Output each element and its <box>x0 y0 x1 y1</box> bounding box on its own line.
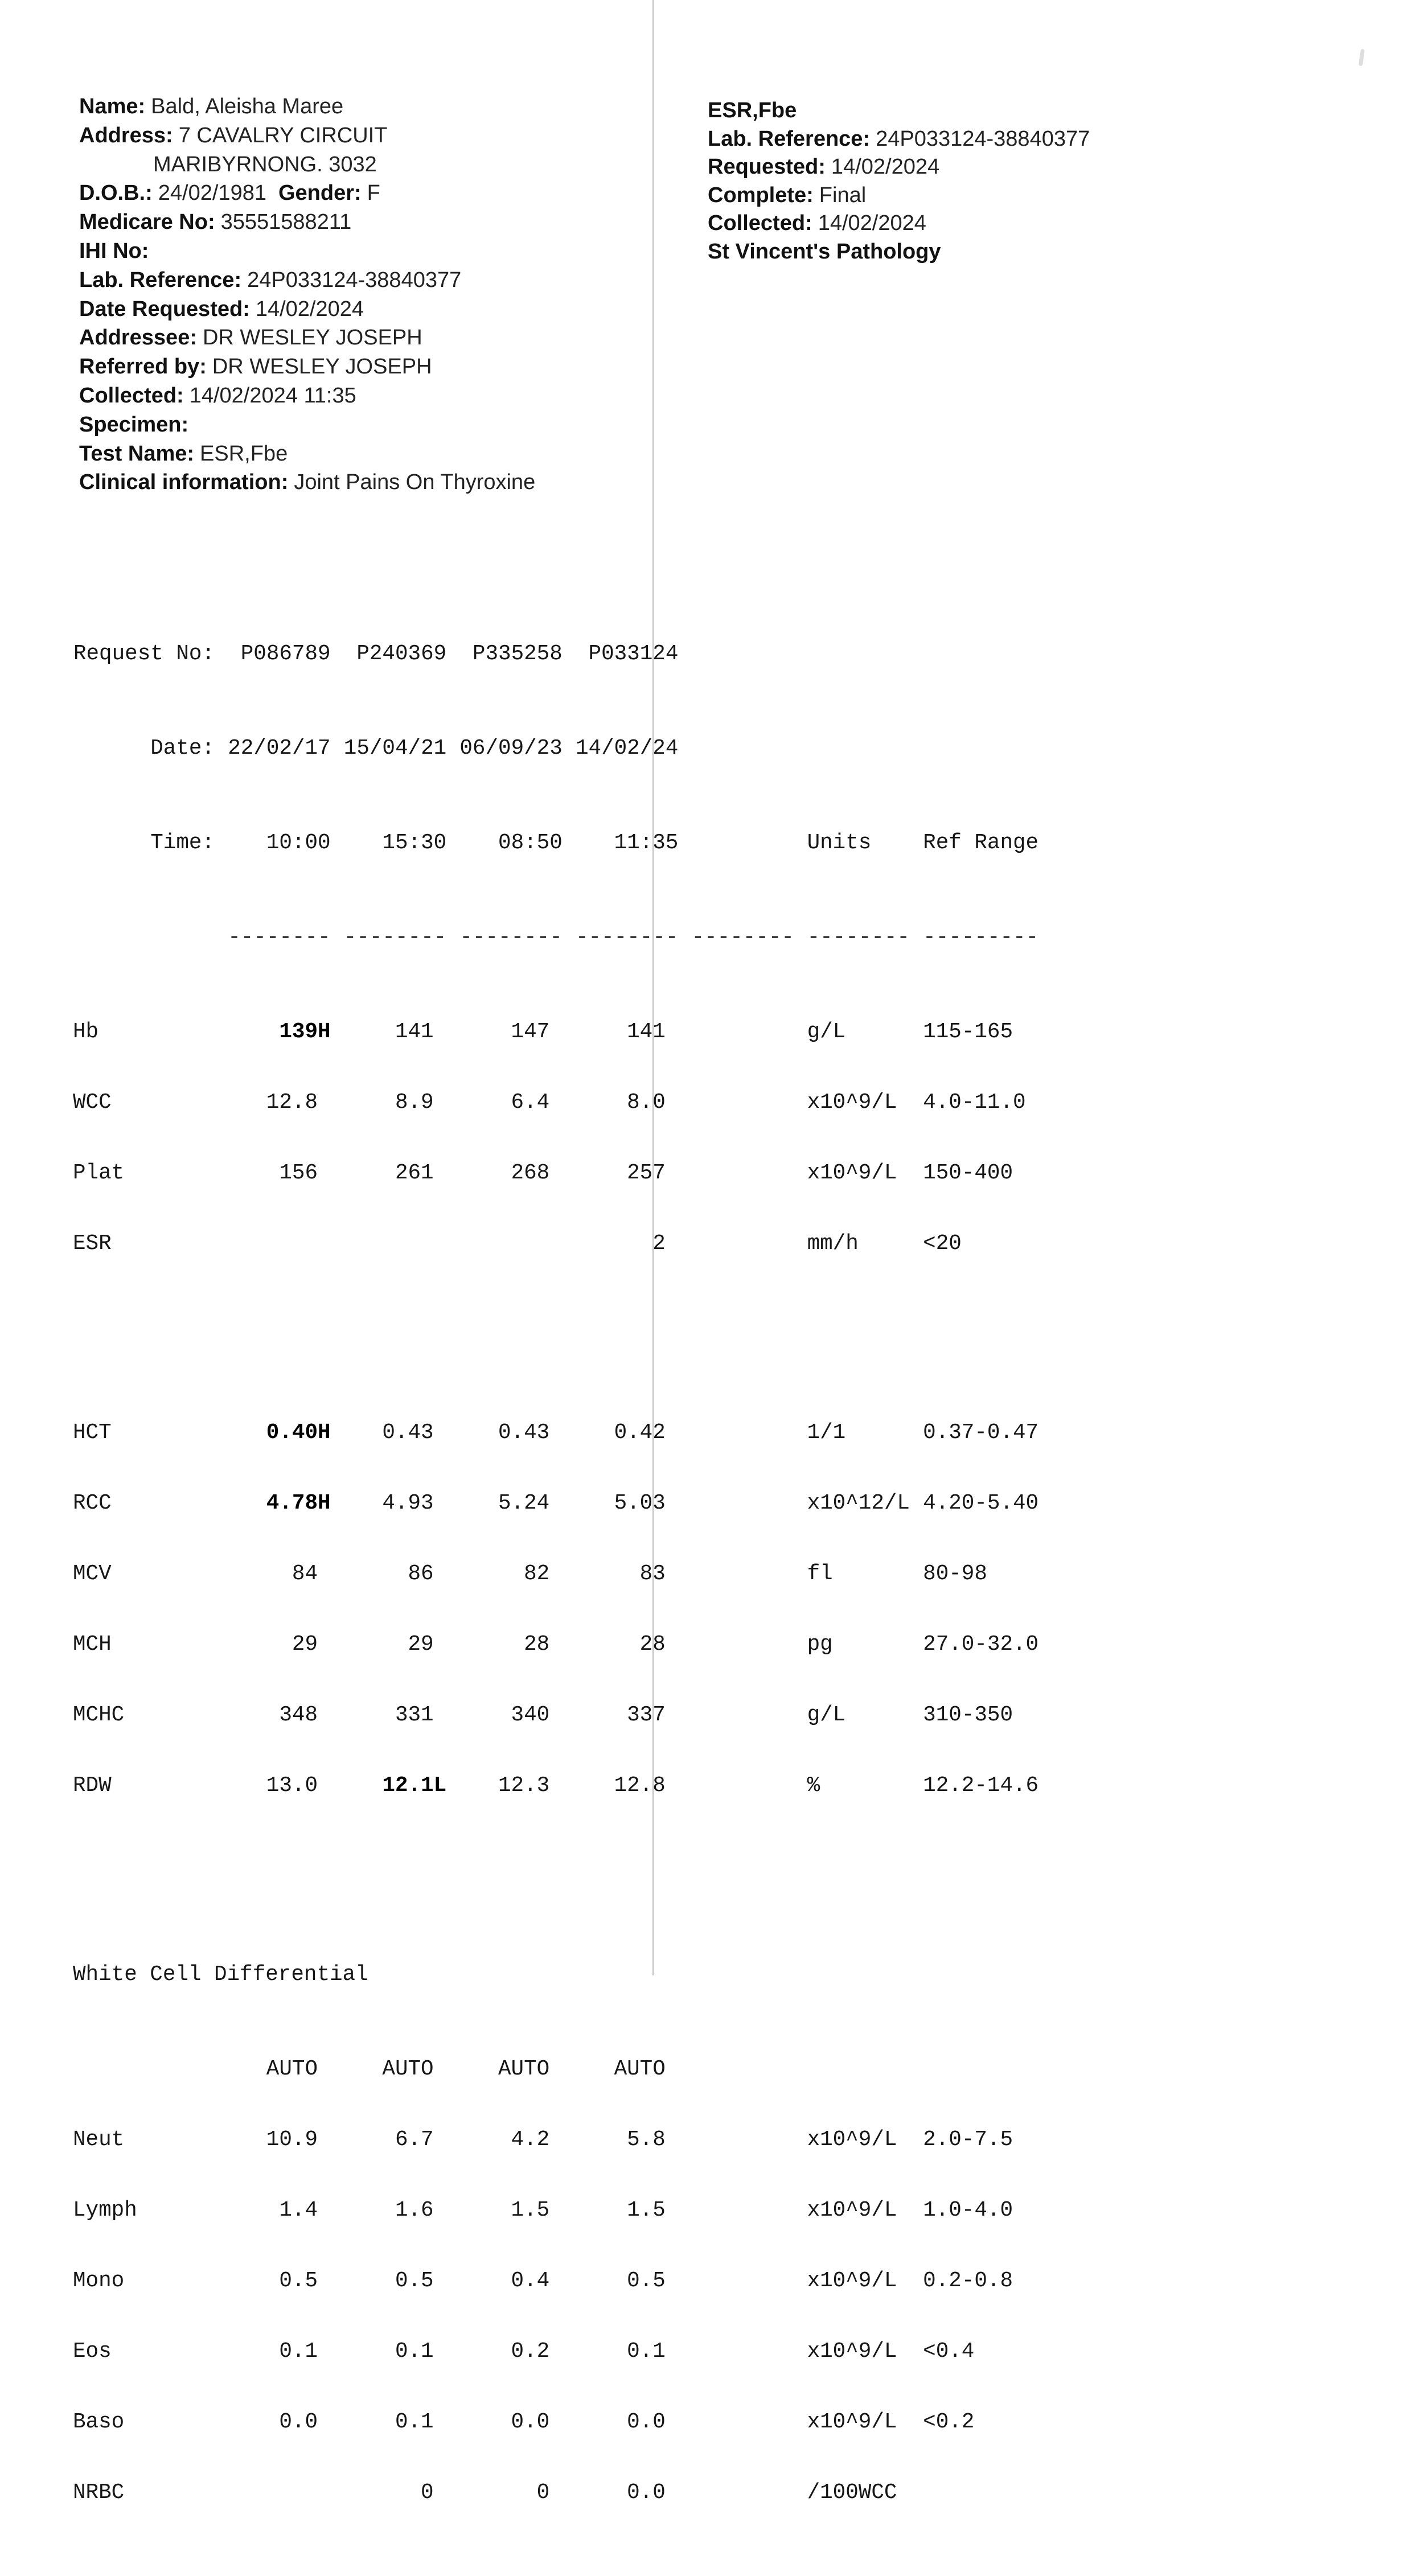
medicare-value: 35551588211 <box>220 210 352 235</box>
results-table <box>73 571 1052 2576</box>
scan-smudge <box>1358 49 1365 67</box>
patient-name-line <box>79 92 535 121</box>
patient-referredby-line <box>79 352 535 381</box>
testname-value: ESR,Fbe <box>200 441 288 466</box>
report-requested-label: Requested: <box>708 155 826 179</box>
request-no-row <box>73 643 1052 665</box>
table-row-hct: HCT 0.40 H 0.43 0.43 0.42 1/1 0.37-0.47 <box>73 1421 1039 1445</box>
table-row-rcc: RCC 4.78 H 4.93 5.24 5.03 x10^12/L 4.20-5.40 <box>73 1492 1039 1515</box>
request-no-2: P240369 <box>356 642 447 666</box>
name-value: Bald, Aleisha Maree <box>151 95 344 118</box>
request-no-3: P335258 <box>472 642 563 666</box>
table-row-nrbc: NRBC 0 0 0.0 /100WCC <box>73 2481 897 2505</box>
daterequested-label: Date Requested: <box>79 297 250 321</box>
patient-addressee-line <box>79 323 535 352</box>
date-4: 14/02/24 <box>575 737 679 761</box>
referredby-label: Referred by: <box>79 355 207 379</box>
report-requested-value: 14/02/2024 <box>831 155 940 179</box>
divider-3: -------- <box>459 926 563 950</box>
date-3: 06/09/23 <box>459 737 563 761</box>
divider-4: -------- <box>575 926 679 950</box>
report-labref-label: Lab. Reference: <box>708 126 871 151</box>
address-value2: MARIBYRNONG. 3032 <box>153 152 377 176</box>
table-row-eos: Eos 0.1 0.1 0.2 0.1 x10^9/L <0.4 <box>73 2340 975 2364</box>
divider-row <box>73 926 1052 949</box>
divider-5: -------- <box>691 926 794 950</box>
lab-name: St Vincent's Pathology <box>708 239 941 264</box>
report-labref-value: 24P033124-38840377 <box>876 126 1090 151</box>
request-no-4: P033124 <box>588 642 679 666</box>
ihi-label: IHI No: <box>79 239 149 263</box>
table-row-hb: Hb 139 H 141 147 141 g/L 115-165 <box>73 1020 1013 1044</box>
report-info-block <box>708 97 1090 266</box>
request-no-label: Request No: <box>73 642 215 666</box>
table-row-lymph: Lymph 1.4 1.6 1.5 1.5 x10^9/L 1.0-4.0 <box>73 2199 1013 2222</box>
testname-label: Test Name: <box>79 441 195 466</box>
patient-testname-line <box>79 439 535 469</box>
table-row-wcc: WCC 12.8 8.9 6.4 8.0 x10^9/L 4.0-11.0 <box>73 1091 1026 1115</box>
report-title-line <box>708 97 1090 125</box>
labref-label: Lab. Reference: <box>79 268 242 292</box>
gender-label: Gender: <box>278 181 362 206</box>
units-header: Units <box>807 831 872 855</box>
table-row-mcv: MCV 84 86 82 83 fl 80-98 <box>73 1562 987 1586</box>
table-row-rdw: RDW 13.0 12.1 L 12.3 12.8 % 12.2-14.6 <box>73 1774 1039 1798</box>
empty-col <box>691 832 794 854</box>
time-3: 08:50 <box>498 831 563 855</box>
clinical-label: Clinical information: <box>79 470 289 495</box>
divider-ref: --------- <box>923 926 1039 950</box>
report-collected-label: Collected: <box>708 211 812 236</box>
table-row-mono: Mono 0.5 0.5 0.4 0.5 x10^9/L 0.2-0.8 <box>73 2269 1013 2293</box>
patient-address-line <box>79 121 535 150</box>
table-row-mchc: MCHC 348 331 340 337 g/L 310-350 <box>73 1703 1013 1727</box>
patient-info-block <box>79 92 535 497</box>
date-2: 15/04/21 <box>343 737 447 761</box>
ref-range-header: Ref Range <box>923 831 1039 855</box>
patient-medicare-line <box>79 208 535 237</box>
patient-specimen-line <box>79 410 535 439</box>
date-1: 22/02/17 <box>228 737 331 761</box>
patient-labref-line <box>79 266 535 295</box>
divider-2: -------- <box>343 926 447 950</box>
time-row <box>73 832 1052 854</box>
divider-units: -------- <box>807 926 910 950</box>
table-row-esr: ESR 2 mm/h <20 <box>73 1232 962 1256</box>
labref-value: 24P033124-38840377 <box>247 268 462 292</box>
time-1: 10:00 <box>266 831 331 855</box>
collected-label: Collected: <box>79 383 184 408</box>
lab-name-line <box>708 238 1090 266</box>
dob-label: D.O.B.: <box>79 181 153 206</box>
report-collected-value: 14/02/2024 <box>818 211 926 236</box>
table-row-baso: Baso 0.0 0.1 0.0 0.0 x10^9/L <0.2 <box>73 2410 975 2434</box>
patient-address-line2 <box>79 150 535 179</box>
time-4: 11:35 <box>614 831 679 855</box>
clinical-value: Joint Pains On Thyroxine <box>294 470 536 495</box>
report-complete-label: Complete: <box>708 183 814 207</box>
report-complete-value: Final <box>819 183 867 207</box>
addressee-label: Addressee: <box>79 326 197 350</box>
date-label: Date: <box>150 737 215 761</box>
report-title: ESR,Fbe <box>708 98 797 122</box>
patient-ihi-line <box>79 237 535 266</box>
report-collected-line <box>708 209 1090 238</box>
report-complete-line <box>708 182 1090 210</box>
report-labref-line <box>708 125 1090 154</box>
name-label: Name: <box>79 95 146 118</box>
report-requested-line <box>708 153 1090 182</box>
table-row-plat: Plat 156 261 268 257 x10^9/L 150-400 <box>73 1161 1013 1185</box>
patient-daterequested-line <box>79 295 535 324</box>
time-label: Time: <box>150 831 215 855</box>
patient-collected-line <box>79 381 535 410</box>
specimen-label: Specimen: <box>79 412 189 437</box>
dob-value: 24/02/1981 <box>158 181 266 206</box>
table-row-neut: Neut 10.9 6.7 4.2 5.8 x10^9/L 2.0-7.5 <box>73 2128 1013 2152</box>
addressee-value: DR WESLEY JOSEPH <box>202 326 422 350</box>
white-cell-differential-title: White Cell Differential <box>73 1963 368 1987</box>
spacer-row <box>73 1869 1052 1892</box>
time-2: 15:30 <box>382 831 447 855</box>
daterequested-value: 14/02/2024 <box>255 297 364 321</box>
divider-1: -------- <box>228 926 331 950</box>
spacer-row <box>73 1327 1052 1350</box>
gender-value: F <box>367 181 380 206</box>
date-row <box>73 737 1052 760</box>
address-label: Address: <box>79 123 173 147</box>
patient-clinical-line <box>79 468 535 497</box>
table-row-auto: AUTO AUTO AUTO AUTO <box>266 2057 666 2081</box>
collected-value: 14/02/2024 11:35 <box>189 383 356 408</box>
referredby-value: DR WESLEY JOSEPH <box>212 355 432 379</box>
request-no-1: P086789 <box>240 642 331 666</box>
medicare-label: Medicare No: <box>79 210 215 235</box>
patient-dob-line <box>79 179 535 208</box>
table-row-mch: MCH 29 29 28 28 pg 27.0-32.0 <box>73 1633 1039 1657</box>
address-value: 7 CAVALRY CIRCUIT <box>178 123 388 147</box>
